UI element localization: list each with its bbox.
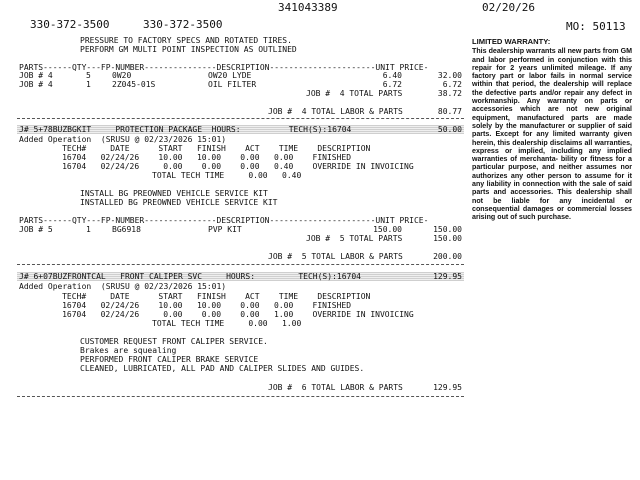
job6-labor-parts-label: JOB # 6 TOTAL LABOR & PARTS (268, 383, 403, 392)
job5-note: INSTALL BG PREOWNED VEHICLE SERVICE KIT (80, 189, 268, 198)
job5-parts-total: 150.00 (433, 234, 462, 243)
divider (17, 118, 464, 119)
ro-date: 02/20/26 (482, 1, 535, 14)
job6-note: CUSTOMER REQUEST FRONT CALIPER SERVICE. (80, 337, 268, 346)
job5-total-tech: TOTAL TECH TIME 0.00 0.40 (152, 171, 302, 180)
parts-row-total: 6.72 (442, 80, 462, 89)
job5-labor-parts: 200.00 (433, 252, 462, 261)
mo-number: MO: 50113 (566, 20, 626, 33)
parts-header: PARTS------QTY---FP-NUMBER---------------DESCRIPTION----------------------UNIT PRICE- (19, 63, 429, 72)
intro-line-2: PERFORM GM MULTI POINT INSPECTION AS OUTLINED (80, 45, 297, 54)
job6-tech-header: TECH# DATE START FINISH ACT TIME DESCRIPTION (38, 292, 371, 301)
parts-row-number: 0W20 (112, 71, 132, 80)
job4-parts-total-label: JOB # 4 TOTAL PARTS (306, 89, 403, 98)
parts-row-desc: OIL FILTER (208, 80, 257, 89)
limited-warranty (472, 38, 632, 222)
job4-parts-total: 38.72 (437, 89, 462, 98)
job6-note: CLEANED, LUBRICATED, ALL PAD AND CALIPER SLIDES AND GUIDES. (80, 364, 365, 373)
job5-tech-row: 16704 02/24/26 0.00 0.00 0.00 0.40 OVERRIDE IN INVOICING (38, 162, 414, 171)
warranty-title: LIMITED WARRANTY: (472, 37, 551, 46)
parts-row-qty: 1 (86, 225, 91, 234)
job6-labor-parts: 129.95 (433, 383, 462, 392)
parts-row-total: 32.00 (437, 71, 462, 80)
phone-2: 330-372-3500 (143, 18, 223, 31)
divider (17, 264, 464, 265)
job5-parts-total-label: JOB # 5 TOTAL PARTS (306, 234, 403, 243)
job6-tech-row: 16704 02/24/26 0.00 0.00 0.00 1.00 OVERRIDE IN INVOICING (38, 310, 414, 319)
phone-1: 330-372-3500 (30, 18, 110, 31)
parts-header: PARTS------QTY---FP-NUMBER---------------DESCRIPTION----------------------UNIT PRICE- (19, 216, 429, 225)
parts-row-number: 2Z045-01S (112, 80, 156, 89)
job5-tech-row: 16704 02/24/26 10.00 10.00 0.00 0.00 FINISHED (38, 153, 352, 162)
parts-row-qty: 5 (86, 71, 91, 80)
parts-row-number: BG6918 (112, 225, 141, 234)
job6-note: PERFORMED FRONT CALIPER BRAKE SERVICE (80, 355, 259, 364)
parts-row-unit: 6.40 (382, 71, 402, 80)
job6-added-operation: Added Operation (SRUSU @ 02/23/2026 15:01) (19, 282, 227, 291)
job5-band-text: J# 5+78BUZBGKIT PROTECTION PACKAGE HOURS: TECH(S):16704 (19, 125, 352, 134)
job4-labor-parts: 80.77 (437, 107, 462, 116)
job5-band-amount: 50.00 (437, 125, 462, 134)
job6-band-amount: 129.95 (433, 272, 462, 281)
parts-row-desc: PVP KIT (208, 225, 242, 234)
parts-row-unit: 6.72 (382, 80, 402, 89)
parts-row-job: JOB # 4 (19, 80, 53, 89)
ro-number: 341043389 (278, 1, 338, 14)
intro-line-1: PRESSURE TO FACTORY SPECS AND ROTATED TIRES. (80, 36, 292, 45)
warranty-body: This dealership warrants all new parts from GM and labor performed in conjunction with this repair for 2 years unlimited mileage. If any factory part or labor fails in normal service within that period, the dealership will replace the defective parts and/or repair any defect in workmanship. Any warranty on parts or accessories which are not new original equipment, manufactured parts are made solely by the manufacturer or supplier of said parts. Except for any limited warranty given herein, this dealership disclaims all warranties, express or implied, including any implied warranties of merchanta- bility or fitness for a particular purpose, and neither assumes nor authorizes any other person to assume for it any liability in connection with the sale of said parts and accessories. This dealership shall not be liable for any incidental or consequential damages or commercial losses arising out of such purchase. (472, 47, 632, 222)
job4-labor-parts-label: JOB # 4 TOTAL LABOR & PARTS (268, 107, 403, 116)
job5-added-operation: Added Operation (SRUSU @ 02/23/2026 15:01) (19, 135, 227, 144)
job6-note: Brakes are squealing (80, 346, 177, 355)
parts-row-desc: OW20 LYDE (208, 71, 252, 80)
job5-note: INSTALLED BG PREOWNED VEHICLE SERVICE KIT (80, 198, 278, 207)
parts-row-qty: 1 (86, 80, 91, 89)
parts-row-unit: 150.00 (373, 225, 402, 234)
parts-row-total: 150.00 (433, 225, 462, 234)
divider (17, 396, 464, 397)
parts-row-job: JOB # 4 (19, 71, 53, 80)
job6-total-tech: TOTAL TECH TIME 0.00 1.00 (152, 319, 302, 328)
job6-band-text: J# 6+07BUZFRONTCAL FRONT CALIPER SVC HOURS: TECH(S):16704 (19, 272, 361, 281)
job5-tech-header: TECH# DATE START FINISH ACT TIME DESCRIPTION (38, 144, 371, 153)
job6-tech-row: 16704 02/24/26 10.00 10.00 0.00 0.00 FINISHED (38, 301, 352, 310)
parts-row-job: JOB # 5 (19, 225, 53, 234)
job5-labor-parts-label: JOB # 5 TOTAL LABOR & PARTS (268, 252, 403, 261)
